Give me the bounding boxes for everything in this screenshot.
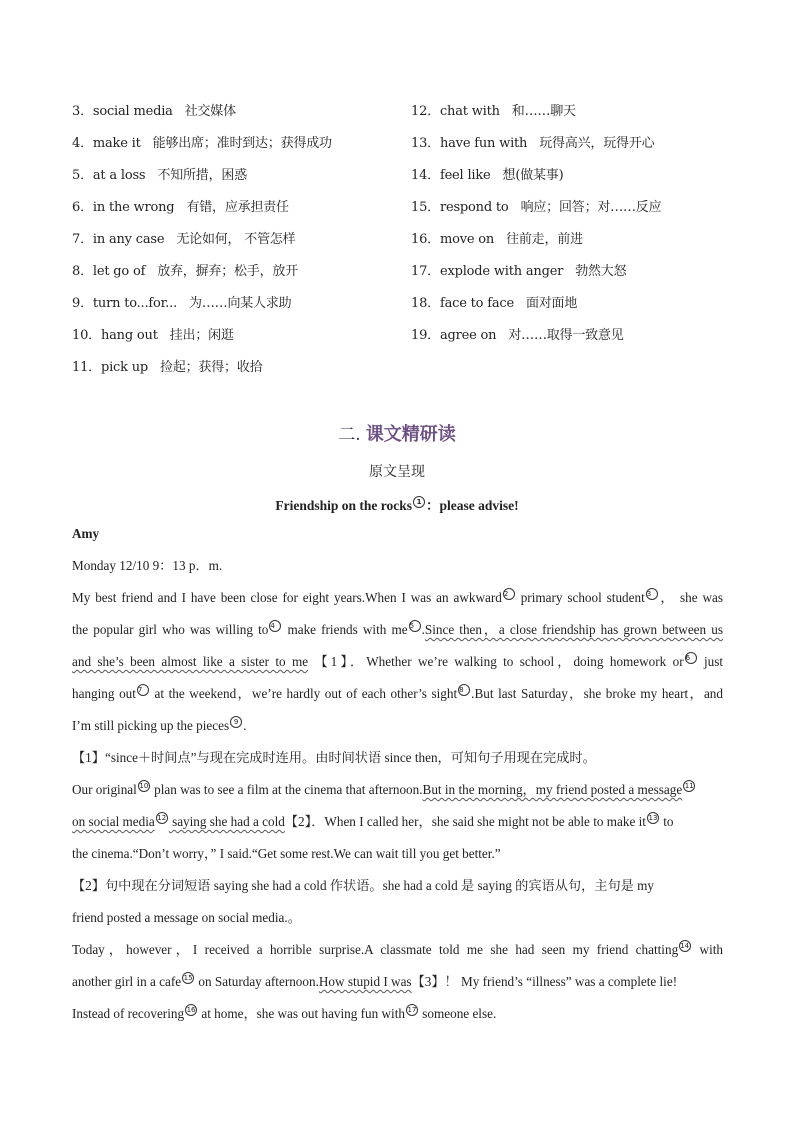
section-number: 二. [338, 425, 361, 445]
vocab-cn: 对……取得一致意见 [508, 328, 624, 343]
text-run: ， she was [658, 590, 723, 605]
text-run: plan was to see a film at the cinema that afternoon. [150, 782, 423, 797]
vocab-num: 19． [411, 328, 440, 343]
paragraph-line: the cinema.“Don’t worry，” I said.“Get some rest.We can wait till you get better.” [72, 846, 501, 861]
footnote-marker: 1 [413, 496, 425, 508]
text-run: with [692, 942, 724, 957]
vocab-num: 17． [411, 264, 440, 279]
vocab-en: in any case [92, 232, 165, 247]
paragraph-line [72, 614, 723, 646]
text-run: 【2】．When I called her，she said she might not be able to make it [284, 814, 646, 829]
vocab-en: in the wrong [92, 200, 175, 215]
vocab-item [72, 96, 332, 128]
footnote-marker: 17 [407, 1006, 417, 1014]
section-title: 课文精研读 [365, 424, 456, 445]
text-run: Instead of recovering [72, 1006, 185, 1021]
vocab-cn: 玩得高兴，玩得开心 [539, 136, 655, 151]
vocab-cn: 无论如何， 不管怎样 [176, 232, 296, 247]
text-run: primary school student [515, 590, 645, 605]
text-run: on Saturday afternoon. [195, 974, 319, 989]
footnote-marker: 16 [186, 1006, 196, 1014]
footnote-marker: 11 [684, 782, 694, 790]
vocab-item [72, 256, 332, 288]
author-name: Amy [72, 526, 100, 541]
vocab-cn: 不知所措，困惑 [157, 168, 248, 183]
footnote-marker: 6 [685, 652, 697, 664]
article-title-text: Friendship on the rocks [275, 498, 413, 513]
vocab-num: 14． [411, 168, 440, 183]
vocab-en: respond to [439, 200, 509, 215]
paragraph-line [72, 934, 723, 966]
annotation-note-2-cont: friend posted a message on social media.。 [72, 910, 301, 925]
footnote-marker: 3 [646, 588, 658, 600]
text-run: . [421, 622, 425, 637]
vocab-cn: 有错，应承担责任 [186, 200, 289, 215]
vocab-item [72, 160, 332, 192]
vocab-num: 13． [411, 136, 440, 151]
vocab-en: pick up [100, 360, 149, 375]
text-run: at home，she was out having fun with [198, 1006, 405, 1021]
vocab-cn: 捡起；获得；收拾 [160, 360, 263, 375]
vocab-num: 4． [72, 136, 93, 151]
article-title-suffix: ：please advise! [426, 498, 519, 513]
text-run: I’m still picking up the pieces [72, 718, 230, 733]
vocab-en: hang out [100, 328, 158, 343]
vocab-item [72, 320, 332, 352]
text-run: .But last Saturday，she broke my heart，and [471, 686, 723, 701]
vocab-cn: 能够出席；准时到达；获得成功 [152, 136, 332, 151]
vocab-cn: 往前走，前进 [506, 232, 583, 247]
text-run: 【3】！ My friend’s “illness” was a complete lie! [411, 974, 678, 989]
annotation-note-2: 【2】句中现在分词短语 saying she had a cold 作状语。she had a cold 是 saying 的宾语从句，主句是 my [72, 878, 655, 893]
footnote-marker: 13 [648, 814, 658, 822]
footnote-marker: 15 [183, 974, 193, 982]
vocab-num: 7． [72, 232, 93, 247]
vocab-en: explode with anger [439, 264, 564, 279]
vocab-cn: 响应；回答；对……反应 [520, 200, 662, 215]
vocab-num: 5． [72, 168, 93, 183]
text-run: hanging out [72, 686, 136, 701]
vocab-list-left [72, 96, 332, 384]
vocab-num: 12． [411, 104, 440, 119]
vocab-item [411, 288, 661, 320]
vocab-item [411, 320, 661, 352]
text-run: at the weekend，we’re hardly out of each other’s sight [149, 686, 458, 701]
post-date: Monday 12/10 9：13 p．m. [72, 558, 223, 573]
paragraph-line [72, 678, 723, 710]
footnote-marker: 14 [679, 940, 691, 952]
text-run: 【1】．Whether we’re walking to school，doing homework or [308, 654, 684, 669]
vocab-en: let go of [92, 264, 146, 279]
vocab-item [72, 224, 332, 256]
vocab-num: 6． [72, 200, 93, 215]
text-run: . [243, 718, 247, 733]
text-run: someone else. [418, 1006, 497, 1021]
vocab-item [72, 128, 332, 160]
wavy-underlined-text: on social media [72, 814, 155, 829]
subheading: 原文呈现 [369, 464, 425, 480]
wavy-underlined-text: How stupid I was [318, 974, 412, 989]
vocab-en: at a loss [92, 168, 146, 183]
vocab-item [411, 256, 661, 288]
footnote-marker: 7 [137, 684, 149, 696]
vocab-item [411, 192, 661, 224]
vocab-en: face to face [439, 296, 514, 311]
vocab-en: chat with [439, 104, 500, 119]
vocab-item [72, 192, 332, 224]
footnote-marker: 10 [139, 782, 149, 790]
vocab-en: social media [92, 104, 173, 119]
vocab-en: feel like [439, 168, 491, 183]
text-run: the popular girl who was willing to [72, 622, 269, 637]
section-heading [0, 420, 794, 446]
footnote-marker: 8 [458, 684, 470, 696]
wavy-underlined-text: saying she had a cold [168, 814, 285, 829]
vocab-cn: 勃然大怒 [575, 264, 627, 279]
vocab-cn: 想(做某事) [502, 168, 564, 183]
vocab-item [72, 288, 332, 320]
vocab-list-right [411, 96, 661, 352]
vocab-cn: 和……聊天 [511, 104, 576, 119]
article-title [0, 494, 794, 514]
paragraph-line [72, 998, 723, 1030]
vocab-num: 18． [411, 296, 440, 311]
vocab-cn: 为……向某人求助 [189, 296, 292, 311]
vocab-cn: 挂出；闲逛 [169, 328, 234, 343]
vocab-num: 10． [72, 328, 101, 343]
footnote-marker: 5 [409, 620, 421, 632]
wavy-underlined-text: Since then，a close friendship has grown between us [424, 622, 723, 637]
vocab-num: 11． [72, 360, 101, 375]
vocab-item [411, 128, 661, 160]
paragraph-line [72, 774, 723, 806]
wavy-underlined-text: and she’s been almost like a sister to me [72, 654, 309, 669]
vocab-en: move on [439, 232, 495, 247]
footnote-marker: 9 [230, 716, 242, 728]
text-run: Today，however，I received a horrible surprise.A classmate told me she had seen my friend chatting [72, 942, 679, 957]
footnote-marker: 2 [503, 588, 515, 600]
annotation-note-1: 【1】“since＋时间点”与现在完成时连用。由时间状语 since then，可知句子用现在完成时。 [72, 750, 596, 765]
vocab-num: 8． [72, 264, 93, 279]
vocab-num: 9． [72, 296, 93, 311]
vocab-en: make it [92, 136, 141, 151]
vocab-item [411, 96, 661, 128]
paragraph-line [72, 710, 723, 742]
vocab-cn: 社交媒体 [184, 104, 236, 119]
wavy-underlined-text: But in the morning，my friend posted a message [422, 782, 683, 797]
text-run: My best friend and I have been close for eight years.When I was an awkward [72, 590, 502, 605]
vocab-item [411, 224, 661, 256]
text-run: to [659, 814, 674, 829]
vocab-num: 15． [411, 200, 440, 215]
vocab-num: 3． [72, 104, 93, 119]
paragraph-line [72, 966, 723, 998]
vocab-en: turn to...for... [92, 296, 178, 311]
vocab-cn: 面对面地 [525, 296, 578, 311]
vocab-cn: 放弃，摒弃；松手，放开 [157, 264, 299, 279]
text-run: make friends with me [282, 622, 408, 637]
text-run: just [697, 654, 723, 669]
vocab-num: 16． [411, 232, 440, 247]
footnote-marker: 12 [157, 814, 167, 822]
paragraph-line [72, 806, 723, 838]
text-run: another girl in a cafe [72, 974, 182, 989]
vocab-en: agree on [439, 328, 497, 343]
vocab-item [411, 160, 661, 192]
paragraph-line [72, 646, 723, 678]
vocab-item [72, 352, 332, 384]
vocab-en: have fun with [439, 136, 528, 151]
text-run: Our original [72, 782, 137, 797]
footnote-marker: 4 [269, 620, 281, 632]
paragraph-line [72, 582, 723, 614]
